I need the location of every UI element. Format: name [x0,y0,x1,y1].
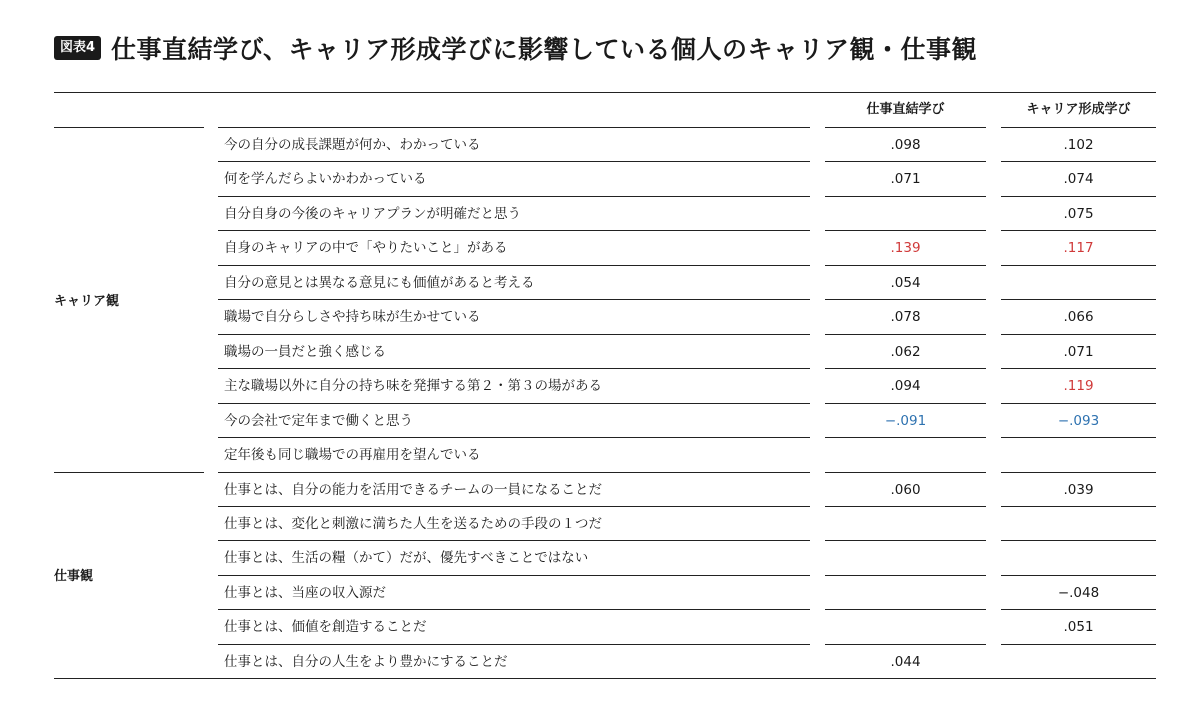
value-career-learning: .102 [1001,127,1156,162]
row-item-label: 仕事とは、価値を創造することだ [218,609,810,644]
value-direct-learning: .062 [825,334,986,369]
value-career-learning [1001,540,1156,575]
group-label: キャリア観 [54,293,120,309]
value-direct-learning: .044 [825,644,986,679]
table-row [0,575,1200,610]
table-row [0,127,1200,162]
value-career-learning [1001,265,1156,300]
value-career-learning: .074 [1001,161,1156,196]
table-row [0,506,1200,541]
value-direct-learning [825,609,986,644]
row-item-label: 仕事とは、生活の糧（かて）だが、優先すべきことではない [218,540,810,575]
row-item-label: 主な職場以外に自分の持ち味を発揮する第２・第３の場がある [218,368,810,403]
value-direct-learning [825,437,986,472]
table-row [0,368,1200,403]
figure-title [54,30,977,66]
value-direct-learning: .094 [825,368,986,403]
row-item-label: 今の会社で定年まで働くと思う [218,403,810,438]
value-direct-learning: .098 [825,127,986,162]
value-direct-learning: .078 [825,299,986,334]
value-career-learning: .119 [1001,368,1156,403]
row-item-label: 自分自身の今後のキャリアプランが明確だと思う [218,196,810,231]
value-career-learning: .051 [1001,609,1156,644]
value-career-learning: .117 [1001,230,1156,265]
row-item-label: 何を学んだらよいかわかっている [218,161,810,196]
value-career-learning [1001,506,1156,541]
table-row [0,472,1200,507]
value-direct-learning: .054 [825,265,986,300]
value-career-learning [1001,644,1156,679]
title-text: 仕事直結学び、キャリア形成学びに影響している個人のキャリア観・仕事観 [111,35,978,64]
row-item-label: 職場の一員だと強く感じる [218,334,810,369]
table-row [0,437,1200,472]
figure-badge: 図表4 [54,36,101,60]
row-item-label: 定年後も同じ職場での再雇用を望んでいる [218,437,810,472]
value-direct-learning [825,196,986,231]
table-row [0,644,1200,679]
table-row [0,230,1200,265]
column-header-direct-learning: 仕事直結学び [866,102,945,117]
value-career-learning: −.048 [1001,575,1156,610]
row-item-label: 仕事とは、当座の収入源だ [218,575,810,610]
row-item-label: 今の自分の成長課題が何か、わかっている [218,127,810,162]
row-item-label: 仕事とは、自分の能力を活用できるチームの一員になることだ [218,472,810,507]
value-career-learning: .039 [1001,472,1156,507]
table-row [0,299,1200,334]
row-item-label: 自身のキャリアの中で「やりたいこと」がある [218,230,810,265]
bottom-rule [54,678,1156,679]
table-row [0,609,1200,644]
row-item-label: 仕事とは、変化と刺激に満ちた人生を送るための手段の１つだ [218,506,810,541]
group-label: 仕事観 [54,569,94,585]
value-direct-learning: −.091 [825,403,986,438]
column-header-career-learning: キャリア形成学び [1026,102,1131,117]
value-direct-learning [825,506,986,541]
row-item-label: 自分の意見とは異なる意見にも価値があると考える [218,265,810,300]
table-row [0,265,1200,300]
row-item-label: 職場で自分らしさや持ち味が生かせている [218,299,810,334]
table-row [0,403,1200,438]
table-row [0,334,1200,369]
value-direct-learning [825,540,986,575]
value-direct-learning: .071 [825,161,986,196]
value-career-learning: .071 [1001,334,1156,369]
table-row [0,540,1200,575]
value-career-learning: −.093 [1001,403,1156,438]
value-career-learning: .066 [1001,299,1156,334]
row-item-label: 仕事とは、自分の人生をより豊かにすることだ [218,644,810,679]
table-row [0,161,1200,196]
value-direct-learning [825,575,986,610]
value-direct-learning: .139 [825,230,986,265]
value-career-learning [1001,437,1156,472]
value-career-learning: .075 [1001,196,1156,231]
table-row [0,196,1200,231]
value-direct-learning: .060 [825,472,986,507]
top-rule [54,92,1156,93]
